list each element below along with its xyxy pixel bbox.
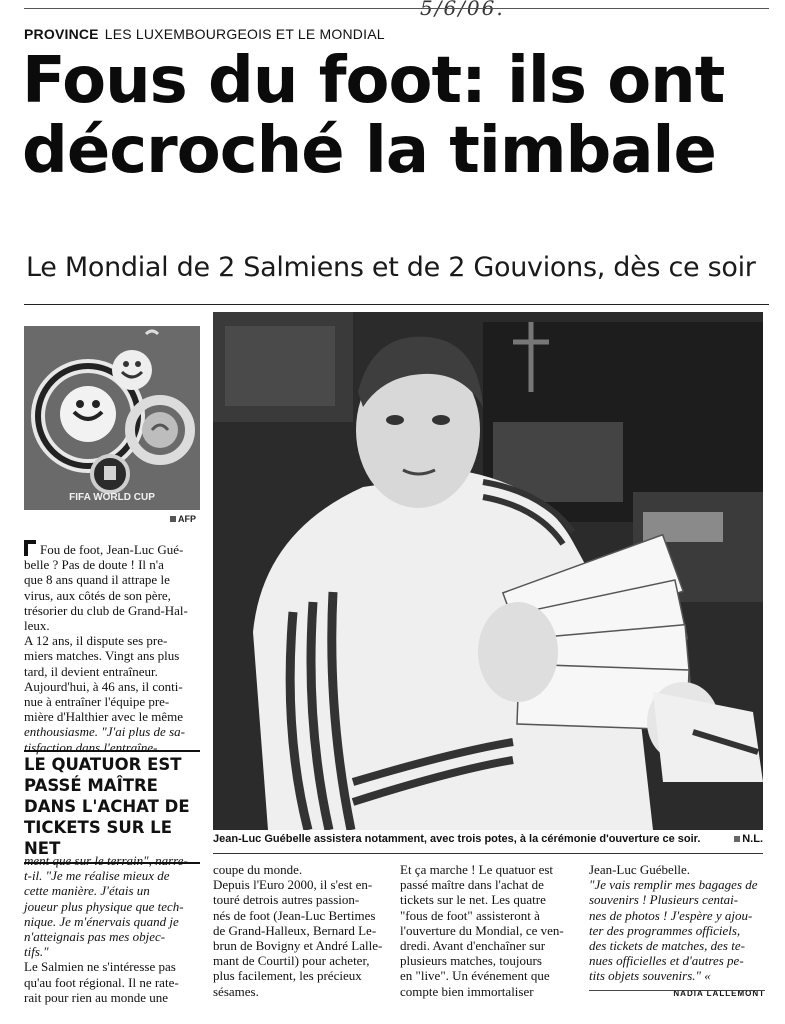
col1b-line: t-il. "Je me réalise mieux de <box>24 868 170 884</box>
photo-credit <box>734 833 763 845</box>
col2-line: coupe du monde. <box>213 862 303 877</box>
drop-mark-icon <box>24 540 36 556</box>
col4-line: nes de photos ! J'espère y ajou- <box>589 907 753 923</box>
col3-line: compte bien immortaliser <box>400 983 534 999</box>
col3-line: dredi. Avant d'enchaîner sur <box>400 938 546 954</box>
top-rule <box>24 8 769 9</box>
main-photo <box>213 312 763 830</box>
col1b-line: rait pour rien au monde une <box>24 989 169 1005</box>
interhead-line: PASSÉ MAÎTRE <box>24 776 158 795</box>
col4-line: nues officielles et d'autres pe- <box>589 953 744 969</box>
col1b-line: qu'au foot régional. Il ne rate- <box>24 974 179 990</box>
col1-line: enthousiasme. "J'ai plus de sa- <box>24 724 185 740</box>
article-byline: NADIA LALLEMONT <box>673 988 765 998</box>
col1-line: leux. <box>24 618 50 634</box>
col3-line: l'ouverture du Mondial, ce ven- <box>400 922 564 938</box>
col1b-line: cette manière. J'étais un <box>24 883 150 899</box>
caption-rule <box>213 853 763 854</box>
world-cup-logo-image <box>24 326 200 510</box>
col1-line: mière d'Halthier avec le même <box>24 709 183 725</box>
interhead-line: LE QUATUOR EST <box>24 755 182 774</box>
subhead-rule <box>24 304 769 305</box>
handwritten-date: 5/6/06. <box>420 0 505 20</box>
col1-line: miers matches. Vingt ans plus <box>24 648 180 664</box>
world-cup-emblem-icon <box>24 326 200 510</box>
logo-credit-text: AFP <box>178 514 196 524</box>
article-column-1-top <box>24 540 200 755</box>
headline <box>22 46 772 186</box>
col2-line: plus facilement, les précieux <box>213 968 362 984</box>
col4-line: Jean-Luc Guébelle. <box>589 862 691 877</box>
col1-line: nue à entraîner l'équipe pre- <box>24 694 170 710</box>
col1-line: Aujourd'hui, à 46 ans, il conti- <box>24 678 183 694</box>
section-label: PROVINCE <box>24 26 99 42</box>
article-column-3 <box>400 862 576 999</box>
logo-credit <box>170 514 196 524</box>
col2-line: mant de Courtil) pour acheter, <box>213 953 370 969</box>
article-column-2 <box>213 862 389 999</box>
col1-line: que 8 ans quand il attrape le <box>24 572 170 588</box>
col2-line: sésames. <box>213 983 259 999</box>
section-kicker <box>24 26 385 42</box>
caption-text: Jean-Luc Guébelle assistera notamment, avec trois potes, à la cérémonie d'ouverture ce soir. <box>213 833 701 845</box>
col1-line: belle ? Pas de doute ! Il n'a <box>24 557 164 573</box>
col1-line: trésorier du club de Grand-Hal- <box>24 602 188 618</box>
col1b-line: n'atteignais pas mes objec- <box>24 929 166 945</box>
col3-line: Et ça marche ! Le quatuor est <box>400 862 554 877</box>
section-interhead <box>24 750 200 864</box>
col1-line: tard, il devient entraîneur. <box>24 663 158 679</box>
col4-line: tits objets souvenirs." « <box>589 968 711 984</box>
interhead-line: DANS L'ACHAT DE <box>24 797 190 816</box>
col3-line: "fous de foot" assisteront à <box>400 907 540 923</box>
photo-caption <box>213 833 763 845</box>
col4-line: ter des programmes officiels, <box>589 922 741 938</box>
col2-line: de Grand-Halleux, Bernard Le- <box>213 922 377 938</box>
photo-credit-text: N.L. <box>742 833 763 845</box>
col2-line: nés de foot (Jean-Luc Bertimes <box>213 907 376 923</box>
interhead-line: TICKETS SUR LE NET <box>24 818 172 858</box>
photo-man-with-tickets <box>213 312 763 830</box>
col1b-line: Le Salmien ne s'intéresse pas <box>24 959 176 975</box>
col1-line <box>24 540 200 557</box>
col2-line: touré detrois autres passion- <box>213 892 360 908</box>
headline-line-2: décroché la timbale <box>22 114 716 188</box>
byline-rule <box>589 990 765 991</box>
col4-line: souvenirs ! Plusieurs centai- <box>589 892 739 908</box>
col3-line: en "live". Un événement que <box>400 968 550 984</box>
headline-line-1: Fous du foot: ils ont <box>22 44 725 118</box>
col3-line: passé maître dans l'achat de <box>400 877 544 893</box>
kicker-topic: LES LUXEMBOURGEOIS ET LE MONDIAL <box>104 26 385 42</box>
col2-line: Depuis l'Euro 2000, il s'est en- <box>213 877 373 893</box>
subheadline: Le Mondial de 2 Salmiens et de 2 Gouvions, dès ce soir <box>26 252 756 283</box>
col3-line: plusieurs matches, toujours <box>400 953 542 969</box>
col1-line: tisfaction dans l'entraîne- <box>24 739 158 755</box>
col1b-line: tifs." <box>24 944 49 960</box>
col3-line: tickets sur le net. Les quatre <box>400 892 546 908</box>
col1-line: virus, aux côtés de son père, <box>24 587 171 603</box>
col4-line: "Je vais remplir mes bagages de <box>589 877 758 893</box>
col1-text: Fou de foot, Jean-Luc Gué- <box>40 542 184 557</box>
col4-line: des tickets de matches, des te- <box>589 938 745 954</box>
col1b-line: ment que sur le terrain", narre- <box>24 853 188 868</box>
article-column-4 <box>589 862 765 1001</box>
article-column-1-bottom <box>24 853 200 1005</box>
col2-line: brun de Bovigny et André Lalle- <box>213 938 383 954</box>
col1b-line: nique. Je m'énervais quand je <box>24 913 179 929</box>
logo-text: FIFA WORLD CUP <box>69 492 155 503</box>
col1b-line: joueur plus physique que tech- <box>24 898 184 914</box>
col1-line: A 12 ans, il dispute ses pre- <box>24 633 168 649</box>
